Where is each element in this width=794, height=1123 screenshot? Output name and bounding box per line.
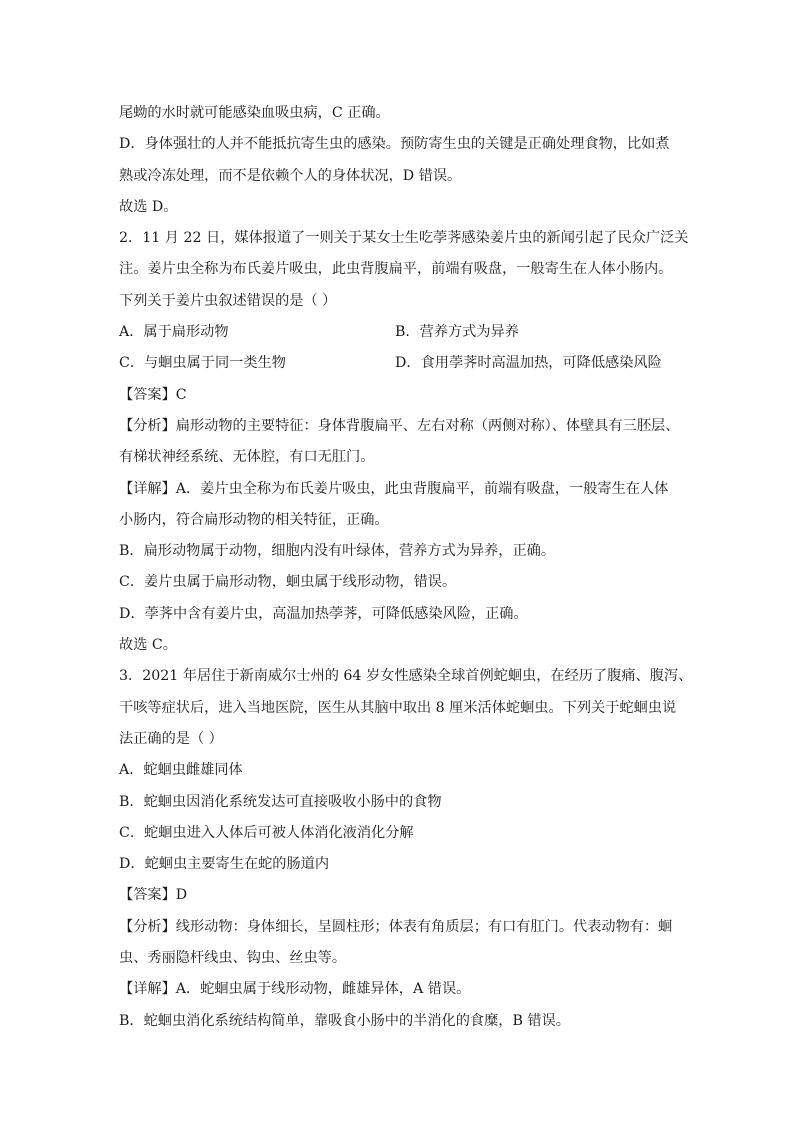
text-line: C．姜片虫属于扁形动物，蛔虫属于线形动物，错误。 [119, 574, 457, 591]
q3-option-b: B．蛇蛔虫因消化系统发达可直接吸收小肠中的食物 [119, 793, 442, 810]
q2-option-b: B．营养方式为异养 [395, 324, 519, 341]
text-line: 故选 D。 [119, 198, 178, 215]
text-line: 故选 C。 [119, 637, 177, 654]
text-line: 干咳等症状后，进入当地医院，医生从其脑中取出 8 厘米活体蛇蛔虫。下列关于蛇蛔虫说 [119, 699, 677, 716]
q2-options-row-2 [119, 348, 679, 379]
text-line: 熟或冷冻处理，而不是依赖个人的身体状况，D 错误。 [119, 167, 462, 184]
q3-answer: 【答案】D [119, 887, 188, 904]
text-line: D．荸荠中含有姜片虫，高温加热荸荠，可降低感染风险，正确。 [119, 605, 528, 622]
q2-detail: 【详解】A．姜片虫全称为布氏姜片吸虫，此虫背腹扁平，前端有吸盘，一般寄生在人体 [119, 480, 669, 497]
q2-answer: 【答案】C [119, 386, 187, 403]
document-page [119, 98, 693, 1037]
text-line: B．蛇蛔虫消化系统结构简单，靠吸食小肠中的半消化的食糜，B 错误。 [119, 1012, 570, 1029]
q3-analysis: 【分析】线形动物：身体细长，呈圆柱形；体表有角质层；有口有肛门。代表动物有：蛔 [119, 918, 673, 935]
q2-options-row-1 [119, 317, 679, 348]
question-3-stem: 3．2021 年居住于新南威尔士州的 64 岁女性感染全球首例蛇蛔虫，在经历了腹痛、腹泻、 [119, 668, 693, 685]
q3-detail: 【详解】A．蛇蛔虫属于线形动物，雌雄异体，A 错误。 [119, 981, 471, 998]
q2-option-c: C．与蛔虫属于同一类生物 [119, 355, 286, 372]
q3-option-a: A．蛇蛔虫雌雄同体 [119, 762, 243, 779]
text-line: B．扁形动物属于动物，细胞内没有叶绿体，营养方式为异养，正确。 [119, 543, 556, 560]
text-line: 虫、秀丽隐杆线虫、钩虫、丝虫等。 [119, 950, 347, 967]
q2-analysis: 【分析】扁形动物的主要特征：身体背腹扁平、左右对称（两侧对称）、体壁具有三胚层、 [119, 417, 680, 434]
question-2-stem: 2．11 月 22 日，媒体报道了一则关于某女士生吃荸荠感染姜片虫的新闻引起了民众广泛关 [119, 230, 689, 247]
text-line: 有梯状神经系统、无体腔，有口无肛门。 [119, 449, 375, 466]
text-line: 法正确的是（ ） [119, 730, 223, 747]
q2-option-a: A．属于扁形动物 [119, 324, 229, 341]
q3-option-c: C．蛇蛔虫进入人体后可被人体消化液消化分解 [119, 824, 414, 841]
text-line: 下列关于姜片虫叙述错误的是（ ） [119, 292, 337, 309]
text-line: 尾蚴的水时就可能感染血吸虫病，C 正确。 [119, 105, 390, 121]
q2-option-d: D．食用荸荠时高温加热，可降低感染风险 [395, 355, 662, 372]
text-line: 小肠内，符合扁形动物的相关特征，正确。 [119, 511, 389, 528]
text-line: 注。姜片虫全称为布氏姜片吸虫，此虫背腹扁平，前端有吸盘，一般寄生在人体小肠内。 [119, 261, 673, 278]
text-line: D．身体强壮的人并不能抵抗寄生虫的感染。预防寄生虫的关键是正确处理食物，比如煮 [119, 136, 670, 153]
q3-option-d: D．蛇蛔虫主要寄生在蛇的肠道内 [119, 856, 330, 873]
